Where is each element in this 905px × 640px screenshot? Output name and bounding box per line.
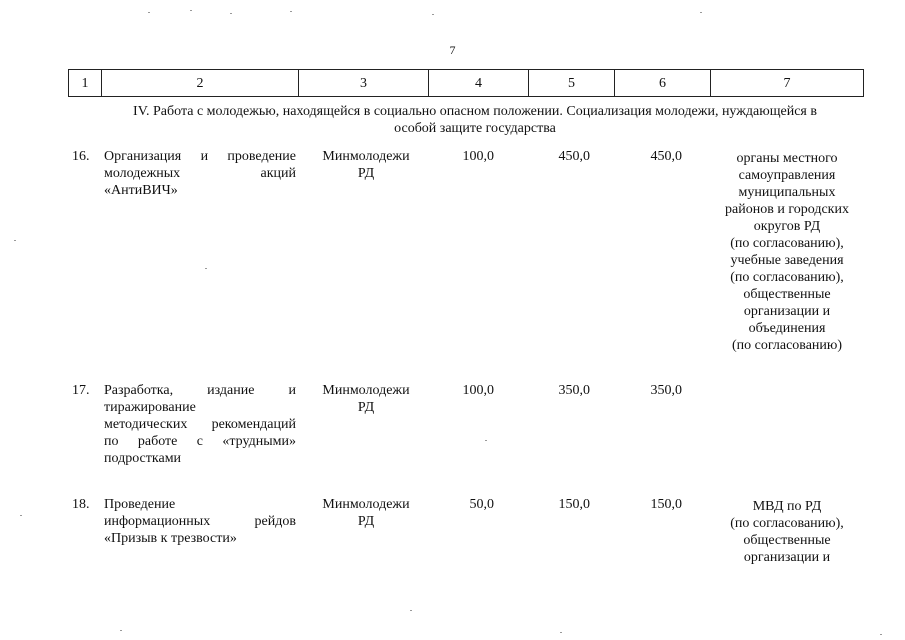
- section-title: [95, 103, 855, 137]
- row-executor-line: Минмолодежи: [322, 497, 410, 512]
- page-number: 7: [449, 43, 456, 57]
- row-partners: [712, 150, 862, 354]
- row-name-line: информационных рейдов: [104, 514, 296, 529]
- row-partner-line: организации и: [743, 550, 831, 565]
- scan-speck: [410, 610, 412, 611]
- row-name-line: Разработка, издание и: [104, 383, 296, 398]
- header-col-3: 3: [299, 70, 429, 96]
- row-name-line: методических рекомендаций: [104, 417, 296, 432]
- row-name-line: молодежных акций: [104, 166, 296, 181]
- scan-speck: [14, 240, 16, 241]
- scan-speck: [20, 515, 22, 516]
- row-partner-line: (по согласованию),: [730, 516, 844, 531]
- scan-speck: [190, 10, 192, 11]
- row-value-2: 350,0: [558, 383, 590, 398]
- row-name: [104, 382, 296, 467]
- header-col-6: 6: [615, 70, 711, 96]
- row-executor-line: РД: [357, 514, 375, 529]
- scan-speck: [560, 632, 562, 633]
- scan-speck: [880, 634, 882, 635]
- row-partner-line: МВД по РД: [752, 499, 822, 514]
- header-col-7: 7: [711, 70, 864, 96]
- row-executor-line: РД: [357, 400, 375, 415]
- row-value-3: 450,0: [650, 149, 682, 164]
- row-partner-line: округов РД: [753, 219, 821, 234]
- row-partners: [712, 498, 862, 566]
- row-value-3: 150,0: [650, 497, 682, 512]
- row-number: 17.: [72, 383, 90, 398]
- row-executor-line: РД: [357, 166, 375, 181]
- row-partner-line: (по согласованию),: [730, 236, 844, 251]
- row-value-2: 150,0: [558, 497, 590, 512]
- row-executor: [310, 496, 422, 530]
- row-partner-line: общественные: [743, 287, 831, 302]
- scan-speck: [205, 268, 207, 269]
- row-executor: [310, 382, 422, 416]
- row-value-1: 100,0: [462, 149, 494, 164]
- row-name: [104, 496, 296, 547]
- row-value-1: 100,0: [462, 383, 494, 398]
- row-partner-line: (по согласованию): [731, 338, 843, 353]
- row-name-line: тиражирование: [104, 400, 196, 415]
- row-partner-line: районов и городских: [725, 202, 849, 217]
- header-col-4: 4: [429, 70, 529, 96]
- row-partner-line: общественные: [743, 533, 831, 548]
- row-partner-line: муниципальных: [738, 185, 836, 200]
- row-partner-line: объединения: [748, 321, 826, 336]
- header-col-1: 1: [68, 70, 102, 96]
- row-partner-line: (по согласованию),: [730, 270, 844, 285]
- row-name: [104, 148, 296, 199]
- row-executor-line: Минмолодежи: [322, 383, 410, 398]
- scan-speck: [230, 13, 232, 14]
- section-title-line-2: особой защите государства: [394, 121, 556, 136]
- row-name-line: подростками: [104, 451, 182, 466]
- table-header: [68, 69, 864, 97]
- header-col-2: 2: [102, 70, 299, 96]
- scan-speck: [485, 440, 487, 441]
- scan-speck: [700, 12, 702, 13]
- row-partner-line: учебные заведения: [730, 253, 844, 268]
- row-partner-line: организации и: [743, 304, 831, 319]
- row-number: 18.: [72, 497, 90, 512]
- row-name-line: «АнтиВИЧ»: [104, 183, 178, 198]
- row-value-2: 450,0: [558, 149, 590, 164]
- row-executor: [310, 148, 422, 182]
- row-name-line: по работе с «трудными»: [104, 434, 296, 449]
- scan-speck: [120, 630, 122, 631]
- header-col-5: 5: [529, 70, 615, 96]
- scan-speck: [290, 11, 292, 12]
- scan-speck: [432, 14, 434, 15]
- section-title-line-1: IV. Работа с молодежью, находящейся в социально опасном положении. Социализация молодежи, нуждающейся в: [133, 104, 817, 119]
- row-value-3: 350,0: [650, 383, 682, 398]
- row-name-line: Организация и проведение: [104, 149, 296, 164]
- row-name-line: «Призыв к трезвости»: [104, 531, 237, 546]
- row-partner-line: самоуправления: [738, 168, 836, 183]
- row-name-line: Проведение: [104, 497, 176, 512]
- row-executor-line: Минмолодежи: [322, 149, 410, 164]
- row-partner-line: органы местного: [736, 151, 838, 166]
- row-value-1: 50,0: [469, 497, 494, 512]
- row-number: 16.: [72, 149, 90, 164]
- scan-speck: [148, 12, 150, 13]
